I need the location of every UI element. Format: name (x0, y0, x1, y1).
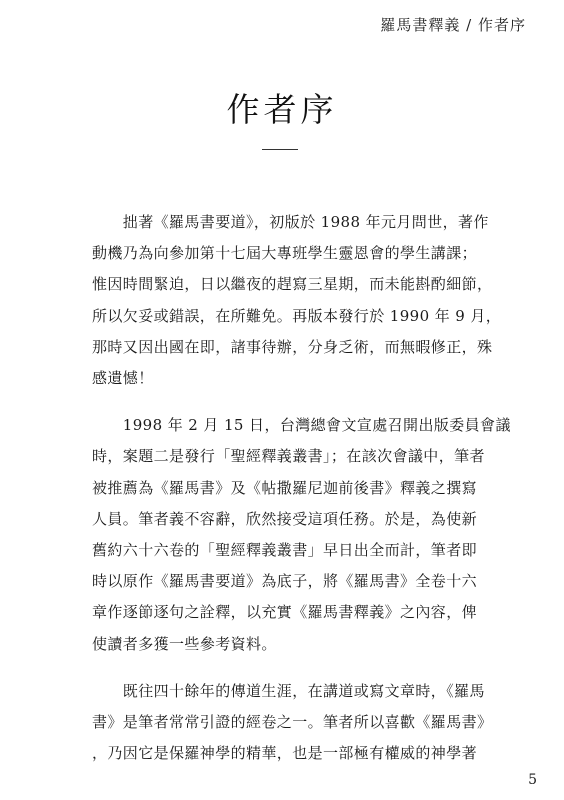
text-line: 章作逐節逐句之詮釋，以充實《羅馬書釋義》之內容，俾 (92, 603, 478, 622)
title-divider (262, 149, 298, 150)
text-line: 感遺憾！ (92, 369, 154, 388)
text-line: 使讀者多獲一些參考資料。 (92, 634, 277, 653)
paragraph-3 (92, 676, 508, 770)
text-line: ，乃因它是保羅神學的精華，也是一部極有權威的神學著 (92, 744, 478, 763)
text-line: 舊約六十六卷的「聖經釋義叢書」早日出全而計，筆者即 (92, 541, 478, 560)
text-line: 所以欠妥或錯誤，在所難免。再版本發行於 1990 年 9 月， (92, 306, 502, 325)
text-line: 被推薦為《羅馬書》及《帖撒羅尼迦前後書》釋義之撰寫 (92, 478, 478, 497)
text-line: 拙著《羅馬書要道》，初版於 1988 年元月問世，著作 (92, 213, 489, 231)
text-line: 書》是筆者常常引證的經卷之一。筆者所以喜歡《羅馬書》 (92, 713, 493, 732)
text-line: 人員。筆者義不容辭，欣然接受這項任務。於是，為使新 (92, 509, 478, 528)
paragraph-1 (92, 207, 508, 394)
text-line: 動機乃為向參加第十七屆大專班學生靈恩會的學生講課； (92, 244, 478, 263)
text-line: 那時又因出國在即，諸事待辦，分身乏術，而無暇修正，殊 (92, 337, 493, 356)
page-title: 作者序 (226, 90, 338, 129)
text-line: 惟因時間緊迫，日以繼夜的趕寫三星期，而未能斟酌細節， (92, 275, 493, 294)
running-header: 羅馬書釋義 / 作者序 (380, 16, 526, 34)
text-line: 既往四十餘年的傳道生涯，在講道或寫文章時，《羅馬 (92, 681, 485, 700)
text-line: 時，案題二是發行「聖經釋義叢書」；在該次會議中，筆者 (92, 447, 485, 466)
paragraph-2 (92, 410, 511, 660)
text-line: 1998 年 2 月 15 日，台灣總會文宣處召開出版委員會議 (92, 416, 511, 435)
text-line: 時以原作《羅馬書要道》為底子，將《羅馬書》全卷十六 (92, 572, 478, 591)
page-number: 5 (528, 772, 537, 788)
body-text (92, 207, 511, 785)
